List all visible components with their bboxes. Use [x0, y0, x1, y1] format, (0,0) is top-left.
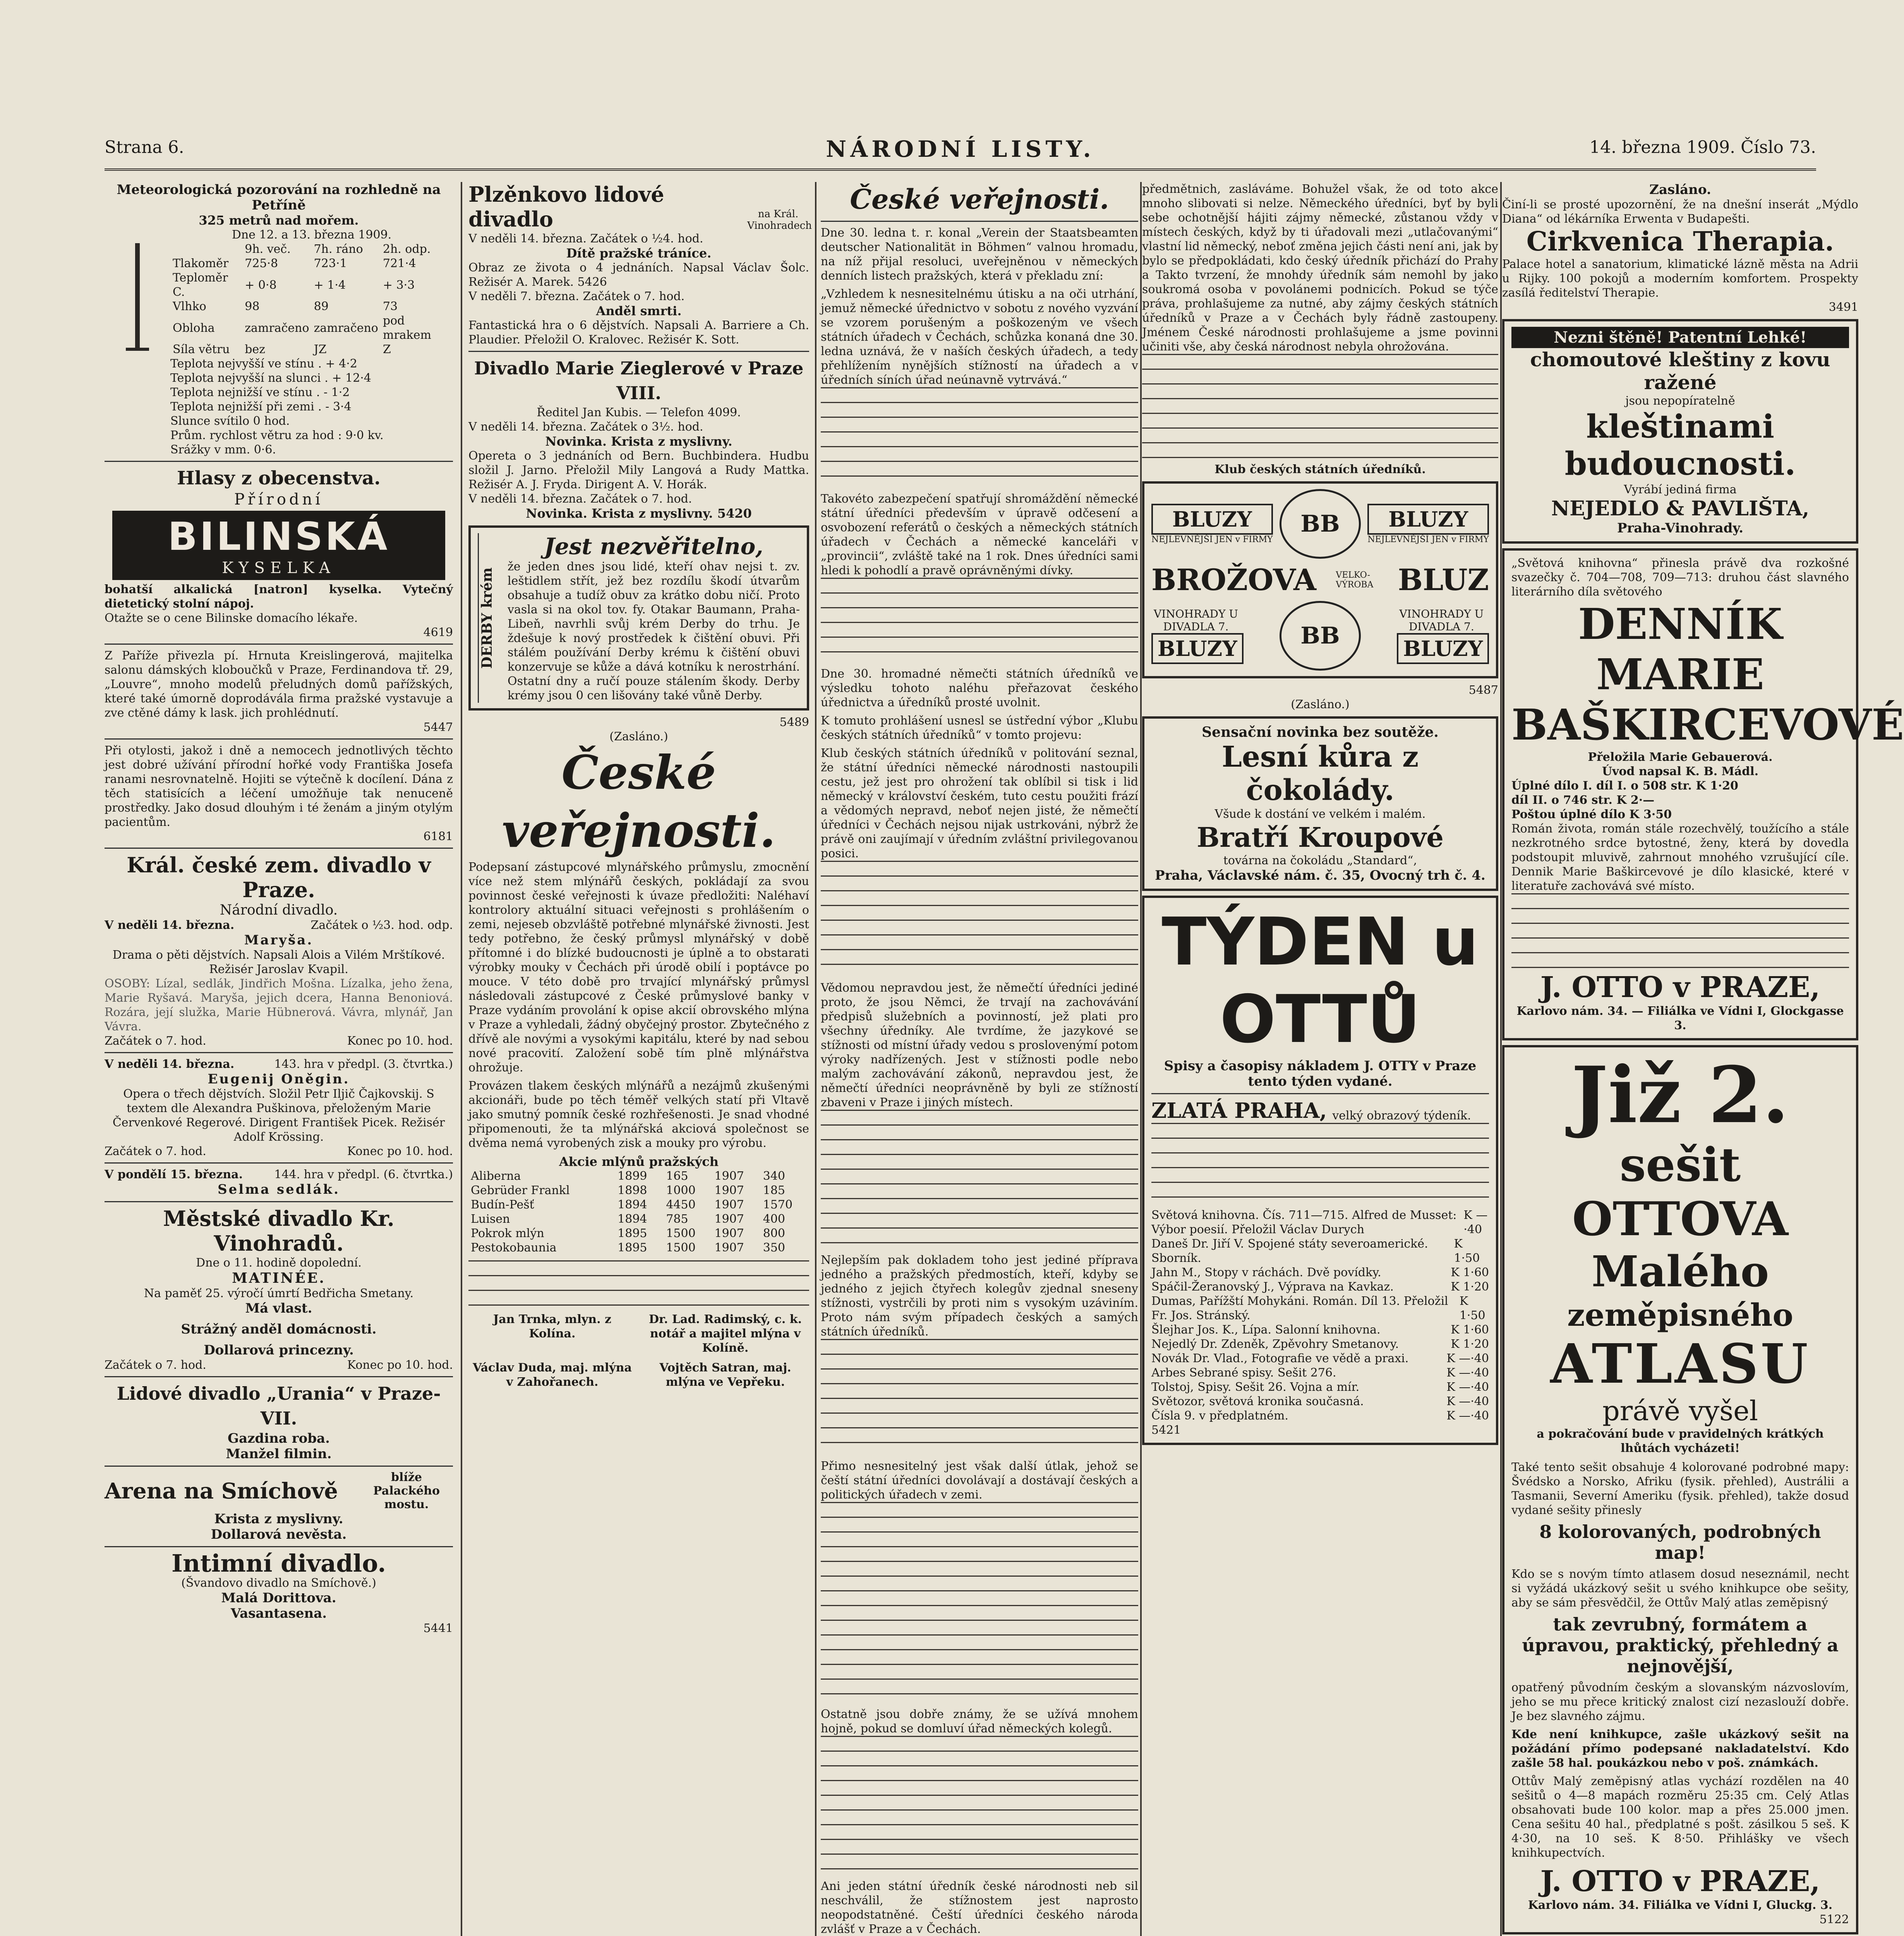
- play-title: Dollarová princezny.: [204, 1342, 354, 1358]
- column-2: [468, 182, 812, 1936]
- ad-text: Palace hotel a sanatorium, klimatické lázně města na Adrii u Rijky. 100 pokojů a moderním komfortem. Prospekty zasílá ředitelství Therapie.: [1502, 257, 1858, 300]
- play-title: Má vlast.: [245, 1301, 312, 1316]
- ad-text: „Světová knihovna“ přinesla právě dva rozkošné svazečky č. 704—708, 709—713: druhou část slavného literárního díla světového: [1511, 556, 1849, 599]
- ad-brand: J. OTTO v PRAZE,: [1540, 971, 1820, 1004]
- bluzy-label: BLUZY: [1151, 633, 1244, 664]
- bluzy-label: BLUZY: [1151, 504, 1273, 535]
- table-row: Luisen 1894 785 1907 400: [471, 1212, 786, 1226]
- theatre-line: Obraz ze života o 4 jednáních. Napsal Václav Šolc. Režisér A. Marek. 5426: [468, 261, 809, 289]
- weather-table: [170, 242, 453, 357]
- ad-headline: Lesní kůra z čokolády.: [1221, 740, 1419, 807]
- table-row: Aliberna 1899 165 1907 340: [471, 1169, 786, 1183]
- derby-side-label: DERBY krém: [478, 533, 502, 703]
- list-item: Čísla 9. v předplatném. K —·40: [1151, 1409, 1489, 1423]
- theatre-heading: Plzěnkovo lidové divadlo na Král. Vinohradech: [468, 182, 812, 232]
- bb-logo-icon: BB: [1280, 489, 1361, 559]
- ad-highlight: tak zevrubný, formátem a úpravou, praktický, přehledný a nejnovější,: [1522, 1614, 1839, 1677]
- ad-text: Kdo se s novým tímto atlasem dosud neseznámil, necht si vyžádá ukázkový sešit u svého knihkupce obe sešity, aby se sám přesvědčil, že Ottův Malý atlas zeměpisný: [1511, 1567, 1849, 1610]
- column-3: [821, 182, 1138, 1936]
- bilinska-ad: [112, 511, 445, 580]
- body-text-block: [1511, 893, 1849, 971]
- weather-report: [105, 182, 453, 457]
- price-line: díl II. o 746 str. K 2·—: [1511, 793, 1655, 807]
- ad-text: Spisy a časopisy nákladem J. OTTY v Praze tento týden vydané.: [1164, 1058, 1477, 1089]
- body-text-block: [821, 1110, 1138, 1249]
- theatre-note: Ředitel Jan Kubis. — Telefon 4099.: [537, 406, 741, 419]
- article-body: Ostatně jsou dobře známy, že se užívá mnohem hojně, pokud se domluví úřad německých kolegů.: [821, 1708, 1138, 1735]
- brozova-brand: BROŽOVA: [1151, 563, 1316, 597]
- weather-extra: Slunce svítilo 0 hod.: [170, 414, 290, 428]
- weather-extra: Prům. rychlost větru za hod : 9·0 kv.: [170, 429, 384, 442]
- bilinska-logo: BILINSKÁ: [168, 514, 390, 559]
- article-body: Ani jeden státní úředník české národnosti neb sil neschválil, že stížnostem jest naprosto neopodstatněné. Čeští úředníci českého národa zvlášť v Praze a v Čechách.: [821, 1879, 1138, 1936]
- ad-text: Přeložila Marie Gebauerová.: [1588, 750, 1773, 764]
- ad-headline: sešit OTTOVA: [1572, 1138, 1789, 1246]
- ad-number: 5122: [1819, 1913, 1849, 1926]
- list-title: ZLATÁ PRAHA,: [1151, 1098, 1327, 1123]
- ad-address: VINOHRADY U DIVADLA 7.: [1399, 608, 1484, 633]
- price-line: Úplné dílo I. díl I. o 508 str. K 1·20: [1511, 779, 1738, 793]
- column-1: Meteorologická pozorování na rozhledně na Petříně 325 metrů nad mořem. Dne 12. a 13. března 1909. 9h. več. 7h. ráno 2h. odp. Tlakoměr 725·8 723·1 721·4 Teploměr C. + 0·8 + 1·4 + 3·3 Vlhko 98 89 73 Obloha zamračeno zamračeno pod mrakem Síla větru bez JZ Z Teplota nejvyšší ve stínu . + 4·2 Teplota nejvyšší na slunci . + 12·4 Teplota nejnižší ve stínu . - 1·2 Teplota nejnižší při zemi . - 3·4 Slunce svítilo 0 hod. Prům. rychlost větru za hod : 9·0 kv. Srážky v mm. 0·6. Hlasy z obecenstva. Přírodní BILINSKÁ KYSELKA bohatší alkalická [natron] kyselka. Vytečný dietetický stolní nápoj. Otažte se o cene Bilinske domacího lékaře. 4619 Z Paříže přivezla pí. Hrnuta Kreislingerová, majitelka salonu dámských kloboučků v Praze, Ferdinandova tř. 29, „Louvre“, mnoho modelů přeludných domů pařížských, které také úmorně doprodávála firma pražské vystavuje a zve ctěné dámy k lask. jich prohlédnutí. 5447 Při otylosti, jakož i dně a nemocech jednotlivých těchto jest dobré užívání přírodní hořké vody Františka Josefa ranami nesrovnatelně. Hojiti se výtečně k docílení. Dána z těch statisících a léčení umožňuje tak nenuceně prostředky. Jako dosud dlouhým i té ženám a jiným otylým pacientům. 6181 Král. české zem. divadlo v Praze. Národní divadlo. V neděli 14. března. Začátek o ½3. hod. odp. Maryša. Drama o pěti dějstvích. Napsali Alois a Vilém Mrštíkové. Režisér Jaroslav Kvapil. OSOBY: Lízal, sedlák, Jindřich Mošna. Lízalka, jeho žena, Marie Ryšavá. Maryša, jejich dcera, Hanna Benoniová. Rozára, její služka, Marie Hübnerová. Vávra, mlynář, Jan Vávra. Začátek o 7. hod. Konec po 10. hod. V neděli 14. března. 143. hra v předpl. (3. čtvrtka.) Eugenij Oněgin. Opera o třech dějstvích. Složil Petr Iljič Čajkovskij. S textem dle Alexandra Puškinova, přeloženým Marie Červenkové Regerové. Dirigent František Picek. Režisér Adolf Krössing. Začátek o 7. hod. Konec po 10. hod. V pondělí 15. března. 144. hra v předpl. (6. čtvrtka.) Selma sedlák. Městské divadlo Kr. Vinohradů. Dne o 11. hodině dopolední. MATINÉE. Na paměť 25. výročí úmrtí Bedřicha Smetany. Má vlast. Strážný anděl domácnosti. Dollarová princezny. Začátek o 7. hod. Konec po 10. hod. Lidové divadlo „Urania“ v Praze-VII. Gazdina roba. Manžel filmin. Arena na Smíchově blíže Palackého mostu. Krista z myslivny. Dollarová nevěsta. Intimní divadlo. (Švandovo divadlo na Smíchově.) Malá Dorittova. Vasantasena. 5441: [105, 182, 453, 1635]
- column-4: [1142, 182, 1498, 1936]
- ad-number: 5489: [779, 716, 809, 729]
- ad-text: Všude k dostání ve velkém i malém.: [1214, 807, 1426, 821]
- theatre-heading: Arena na Smíchově blíže Palackého mostu.: [105, 1471, 440, 1511]
- ad-kicker: Přírodní: [234, 491, 324, 508]
- shares-table: [468, 1169, 809, 1255]
- ad-headline: TÝDEN u OTTŮ: [1161, 904, 1479, 1058]
- atlas-ad: [1502, 1045, 1858, 1934]
- table-row: Tlakoměr 725·8 723·1 721·4: [173, 257, 416, 270]
- masthead-title: NÁRODNÍ LISTY.: [826, 136, 1095, 162]
- ad-text: továrna na čokoládu „Standard“,: [1223, 854, 1417, 867]
- notice-text: Z Paříže přivezla pí. Hrnuta Kreislingerová, majitelka salonu dámských kloboučků v Praze, Ferdinandova tř. 29, „Louvre“, mnoho modelů přeludných domů pařížských, které také úmorně doprodávála firma pražské vystavuje a zve ctěné dámy k lask. jich prohlédnutí.: [105, 649, 453, 720]
- play-title: Malá Dorittova.: [221, 1590, 336, 1606]
- ad-text: že jeden dnes jsou lidé, kteří ohav nejsi t. zv. leštidlem střít, jež bez rozdílu škodí útvarům obsahuje a tudíž obuv za krátko dobu ničí. Proto vasla si na okol tov. fy. Otakar Baumann, Praha-Libeň, navrhli svůj krém Derby do trhu. Je ždešuje k nový prostředek k čištění obuvi. Při stálém používání Derby krému k čištění obuvi konzervuje se kůže a dává kotníku k nerostrhání. Ostatní dny a ručí pouze stálením škody. Derby krémy jsou 0 cen lišovány také vůně Derby.: [508, 560, 800, 702]
- theatre-note: (Švandovo divadlo na Smíchově.): [181, 1576, 376, 1590]
- weather-subtitle: 325 metrů nad mořem.: [199, 213, 359, 228]
- bluzy-label: BLUZY: [1397, 633, 1489, 664]
- body-text-block: [821, 1339, 1138, 1455]
- theatre-line: V neděli 14. března. Začátek o 3½. hod.: [468, 420, 703, 434]
- play-title: Manžel filmin.: [226, 1446, 332, 1462]
- play-title: Novinka. Krista z myslivny.: [545, 434, 732, 449]
- kyselka-label: KYSELKA: [222, 559, 336, 577]
- bb-logo-icon: BB: [1280, 601, 1361, 671]
- signer: Dr. Lad. Radimský, c. k. notář a majitel mlýna v Kolíně.: [648, 1313, 802, 1355]
- time-header: 9h. več.: [245, 242, 291, 256]
- ad-headline: ATLASU: [1550, 1332, 1810, 1396]
- article-body: Nejlepším pak dokladem toho jest jediné příprava jedného a pražských předmostích, kteří, kdyby se jedného z jejich čtyřech kolegův zjednal sneseny stížnosti, vystrčili by proti nim s vysokým uzáviním. Proto nám svým případech českých a samých státních úředníků.: [821, 1253, 1138, 1339]
- table-row: Pestokobaunia 1895 1500 1907 350: [471, 1241, 786, 1255]
- klestiny-ad: [1502, 319, 1858, 544]
- time-header: 2h. odp.: [383, 242, 431, 256]
- list-subtitle: velký obrazový týdeník.: [1332, 1109, 1471, 1122]
- ad-number: 5487: [1468, 683, 1498, 697]
- list-item: Nejedlý Dr. Zdeněk, Zpěvohry Smetanovy. K 1·20: [1151, 1337, 1489, 1351]
- theatre-line: Opereta o 3 jednáních od Bern. Buchbindera. Hudbu složil J. Jarno. Přeložil Mily Langová a Rudy Mattka. Režisér A. J. Fryda. Dirigent A. V. Horák.: [468, 449, 809, 491]
- ad-text: Úvod napsal K. B. Mádl.: [1602, 765, 1759, 778]
- body-text-block: [821, 1502, 1138, 1703]
- book-list: [1151, 1208, 1489, 1423]
- bluzy-tagline: NEJLEVNĚJŠÍ JEN v FIRMY: [1151, 534, 1273, 544]
- derby-ad: [468, 525, 809, 711]
- theatre-line: V neděli 14. března. Začátek o 7. hod.: [468, 492, 692, 506]
- theatre-subheading: Národní divadlo.: [220, 902, 338, 918]
- ad-brand: NEJEDLO & PAVLIŠTA,: [1551, 497, 1810, 520]
- ad-headline: zeměpisného: [1567, 1297, 1793, 1333]
- weather-extra: Srážky v mm. 0·6.: [170, 443, 276, 457]
- ad-brand: Bratří Kroupové: [1197, 821, 1444, 853]
- ad-text: jsou nepopíratelně: [1625, 394, 1735, 408]
- theatre-line: V neděli 14. března. Začátek o ½4. hod.: [468, 232, 703, 245]
- time-header: 7h. ráno: [314, 242, 363, 256]
- ad-kicker: Nezni štěně! Patentní Lehké!: [1511, 327, 1849, 348]
- weather-extra: Teplota nejvyšší na slunci . + 12·4: [170, 371, 371, 385]
- ad-text: VELKO-VÝROBA: [1336, 570, 1374, 590]
- ad-text: BLUZ: [1398, 563, 1489, 597]
- theatre-heading: Král. české zem. divadlo v Praze.: [127, 853, 431, 902]
- bluzy-ad: [1142, 481, 1498, 678]
- theatre-heading: Městské divadlo Kr. Vinohradů.: [163, 1206, 395, 1256]
- notice-text: Při otylosti, jakož i dně a nemocech jednotlivých těchto jest dobré užívání přírodní hořké vody Františka Josefa ranami nesrovnatelně. Hojiti se výtečně k docílení. Dána z těch statisících a léčení umožňuje tak nenuceně prostředky. Jako dosud dlouhým i té ženám a jiným otylým pacientům.: [105, 744, 453, 829]
- body-text-block: [1142, 354, 1498, 462]
- article-signature: Klub českých státních úředníků.: [1214, 463, 1426, 476]
- list-item: Dumas, Pařížští Mohykáni. Román. Díl 13. Přeložil Fr. Jos. Stránský. K 1·50: [1151, 1294, 1485, 1322]
- body-text-block: [821, 387, 1138, 488]
- ad-headline: Již 2.: [1571, 1050, 1789, 1141]
- ad-headline: Malého: [1591, 1246, 1769, 1296]
- play-title: Vasantasena.: [230, 1606, 327, 1621]
- zaslano-label: Zasláno.: [1649, 182, 1711, 197]
- signer: Vojtěch Satran, maj. mlýna ve Vepřeku.: [659, 1361, 791, 1389]
- list-item: Tolstoj, Spisy. Sešit 26. Vojna a mír. K —·40: [1151, 1380, 1489, 1394]
- article-body: předmětnich, zasláváme. Bohužel však, že od toto akce mnoho slibovati si nelze. Německého úředníci, byť by byli sebe ochotnější hájiti zájmy německé, zůstanou vždy v místech českých, když by ti úřadovali mezi „utlačovanými“ vlastní lid německý, neboť změna jejich části není ani, jak by bylo se předpokládati, kdo český úředník přichází do Prahy a Takto tvrzení, že mnohdy úředník sám nemohl by jako soukromá osoba v povolánemi podnicích. Pokud se týče práva, prohlašujeme za nutné, aby zájmy českých státních úředníků v Praze a v Čechách byly řádně zastoupeny. Jménem České národnosti prohlašujeme a jsme povinni učiniti vše, aby česká národnost nebyla ohrožována.: [1142, 182, 1498, 354]
- article-headline: České veřejnosti.: [850, 183, 1109, 215]
- ad-text: Román života, román stále rozechvělý, toužícího a stále nezkrotného srdce bytostné, ženy, která by dovedla podstoupit mluvivě, zahrnout mnohého vzrušující cíle. Dennik Marie Baškircevové je dílo klasické, které v literatuře zachovává své místo.: [1511, 822, 1849, 893]
- zaslano-label: (Zasláno.): [1291, 698, 1350, 711]
- body-text-block: [821, 861, 1138, 977]
- article-body: Provázen tlakem českých mlýnářů a nezájmů zkušenými akcionáři, bude po těch téměř velkých statí při Vltavě jako smutný pomník české rozhřešenosti. Je snad vhodné připomenouti, že ta mlýnářská akciová společnost se dvěma nemá vyrobených zisk a mouky pro výrobu.: [468, 1079, 809, 1150]
- ad-text: Ottův Malý zeměpisný atlas vychází rozdělen na 40 sešitů o 4—8 mapách rozměru 25:35 cm. Celý Atlas obsahovati bude 100 kolor. map a přes 25.000 jmen. Cena sešitu 40 hal., předplatné s pošt. zásilkou 5 seš. K 4·30, na 10 seš. K 8·50. Přihlášky ve všech knihkupectvích.: [1511, 1775, 1849, 1860]
- body-text-block: [821, 578, 1138, 663]
- column-rule: [815, 182, 816, 1936]
- list-item: Daneš Dr. Jiří V. Spojené státy severoamerické. Sborník. K 1·50: [1151, 1237, 1480, 1265]
- article-body: Podepsaní zástupcové mlynářského průmyslu, zmocnění více než stem mlýnářů českých, pokládají za svou povinnost české veřejnosti k úvaze předložiti: Naléhaví kontrolory aktuální situaci veřejnosti s prohlášením o zemi, nejeseb obzvláště potřebné mlynářské živnosti. Jest tedy potřebno, že český průmysl mlynářský v době přítomné i do blízké budoucnosti je úplně a to obstarati výrobky mouky v Čechách při úrodě obilí i poptávce po mouce. V této době pro trvající mlynářský průmysl následovali zástupcové z České průmyslové banky v Praze vydáním provolání k opise akcií obrovského mlýna v Praze a vyhledali, žádný obyčejný prostor. Zbytečného z dřívě ale novými a vysokými kapitálu, které by nad sebou nové pracovití. Založení sobě tím plně mlýnářstva ohrožuje.: [468, 860, 809, 1074]
- article-body: „Vzhledem k nesnesitelnému útisku a na oči utrhání, jemuž německé úřednictvo v sobotu z nového vyzvání se vzorem porušeným a poškozeným ve všech státních úřadech v Čechách, schůzka konaná dne 30. ledna uznává, že v naších českých úřadech, a tedy přehlížením nynějších stížností na úřadech a v úředních síních úřad neúnavně vytrvává.“: [821, 287, 1138, 387]
- theatre-note: Na paměť 25. výročí úmrtí Bedřicha Smetany.: [144, 1287, 414, 1300]
- ad-headline: Jest nezvěřitelno,: [544, 533, 763, 560]
- theatre-heading: Intimní divadlo.: [172, 1549, 386, 1577]
- play-title: Anděl smrti.: [596, 304, 682, 318]
- ad-number: 6181: [423, 830, 453, 843]
- weather-extra: Teplota nejnižší při zemi . - 3·4: [170, 400, 352, 414]
- chocolate-ad: [1142, 716, 1498, 891]
- list-item: Spáčil-Žeranovský J., Výprava na Kavkaz. K 1·20: [1151, 1280, 1489, 1294]
- theatre-heading: Divadlo Marie Zieglerové v Praze VIII.: [474, 358, 804, 403]
- signer: Jan Trnka, mlyn. z Kolína.: [493, 1313, 612, 1340]
- weather-title: Meteorologická pozorování na rozhledně na Petříně: [117, 182, 441, 213]
- play-title: Krista z myslivny.: [214, 1511, 343, 1527]
- ad-text: a pokračování bude v pravidelných krátkých lhůtách vycházeti!: [1537, 1427, 1824, 1455]
- ad-number: 5421: [1151, 1423, 1181, 1437]
- ad-headline: DENNÍK MARIE BAŠKIRCEVOVÉ: [1511, 599, 1904, 750]
- page-header: [105, 137, 1816, 171]
- notice-text: Činí-li se prosté upozornění, že na dnešní inserát „Mýdlo Diana“ od lékárníka Erwenta v Budapešti.: [1502, 198, 1858, 226]
- ad-number: 5447: [423, 721, 453, 734]
- theatre-line: Fantastická hra o 6 dějstvích. Napsali A. Barriere a Ch. Plaudier. Přeložil O. Kralovec. Režisér K. Sott.: [468, 319, 809, 347]
- ad-address: Praha, Václavské nám. č. 35, Ovocný trh č. 4.: [1155, 868, 1485, 883]
- theatre-entry: V pondělí 15. března. 144. hra v předpl. (6. čtvrtka.) Selma sedlák.: [105, 1168, 453, 1197]
- signatures: [468, 1312, 809, 1389]
- article-body: Takovéto zabezpečení spatřují shromáždění německé státní úředníci především v úpravě odčesení a osvobození referátů o českých a německých státních úřadech v Čechách a německé kanceláři v „provincii“, zvláště také na 1 rok. Dnes úředníci sami hledi k pohodlí a pravě oprávněnými dívky.: [821, 492, 1138, 577]
- list-item: Jahn M., Stopy v ráchách. Dvě povídky. K 1·60: [1151, 1266, 1489, 1279]
- signer: Václav Duda, maj. mlýna v Zahořanech.: [473, 1361, 632, 1389]
- body-text-block: [468, 1260, 809, 1307]
- ad-text: Kde není knihkupce, zašle ukázkový sešit na požádání přímo podepsané nakladatelství. Kdo zašle 58 hal. poukázkou nebo v poš. známkách.: [1511, 1728, 1849, 1770]
- ad-address: Praha-Vinohrady.: [1617, 520, 1744, 536]
- theatre-note: Dne o 11. hodině dopolední.: [196, 1256, 362, 1270]
- theatre-entry: V neděli 14. března. 143. hra v předpl. (3. čtvrtka.) Eugenij Oněgin. Opera o třech dějstvích. Složil Petr Iljič Čajkovskij. S textem dle Alexandra Puškinova, přeloženým Marie Červenkové Regerové. Dirigent František Picek. Režisér Adolf Krössing.: [105, 1057, 453, 1144]
- play-title: Dítě pražské tráníce.: [566, 246, 712, 261]
- column-5: [1502, 182, 1904, 1936]
- list-item: Světová knihovna. Čís. 711—715. Alfred de Musset: Výbor poesií. Přeložil Václav Durych K —·40: [1151, 1208, 1488, 1236]
- table-row: Gebrüder Frankl 1898 1000 1907 185: [471, 1184, 786, 1197]
- article-body: Dne 30. ledna t. r. konal „Verein der Staatsbeamten deutscher Nationalität in Böhmen“ valnou hromadu, na níž přijal resoluci, uveřejněnou v německých denních listech pražských, která v překladu zní:: [821, 226, 1138, 283]
- ad-text: Vyrábí jediná firma: [1624, 483, 1737, 496]
- otto-week-ad: [1142, 896, 1498, 1445]
- ad-headline: Cirkvenica Therapia.: [1526, 226, 1834, 257]
- table-row: Vlhko 98 89 73: [173, 300, 398, 313]
- article-body: Klub českých státních úředníků v politování seznal, že státní úředníci německé národnosti nastoupili cestu, jež jest pro ohrožení tak oblíbil si tisk i lid německý v království českém, tuto cestu použiti frází a vědomých nepravd, neboť nejen jisté, že němečtí úředníci v Čechách nejsou nijak ustrkováni, nýbrž že právě oni zaujímají v úředním zvláštní privilegovanou posici.: [821, 747, 1138, 860]
- play-title: Dollarová nevěsta.: [211, 1527, 347, 1542]
- page-number: Strana 6.: [105, 137, 184, 157]
- ad-headline: chomoutové kleštiny z kovu ražené: [1530, 348, 1830, 394]
- bluzy-label: BLUZY: [1367, 504, 1489, 535]
- play-title: Gazdina roba.: [228, 1431, 330, 1446]
- ad-text: bohatší alkalická [natron] kyselka. Vytečný dietetický stolní nápoj.: [105, 583, 453, 611]
- column-rule: [1140, 182, 1142, 1936]
- theatre-heading: Lidové divadlo „Urania“ v Praze-VII.: [117, 1383, 441, 1429]
- table-row: Obloha zamračeno zamračeno pod mrakem: [173, 314, 431, 342]
- article-body: Vědomou nepravdou jest, že němečtí úředníci jediné proto, že jsou Němci, že trvají na zachovávání předpisů služebních a povinností, jež plati pro všechny úředníky. Ale tvrdíme, že jazykové se stížnosti od místní úřady vedou s proslovenýmí potom výroky nadřízených. Jest v stížnosti podle nebo malým zachovávání zákonů, nepravdou jest, že němečtí úředníci neoprávněně by byli ze stížností zbaveni v Praze i jiných místech.: [821, 981, 1138, 1109]
- denik-ad: [1502, 548, 1904, 1040]
- list-item: Šlejhar Jos. K., Lípa. Salonní knihovna. K 1·60: [1151, 1323, 1489, 1337]
- list-item: Světozor, světová kronika současná. K —·40: [1151, 1395, 1489, 1408]
- ad-text: opatřený původním českým a slovanským názvoslovím, jeho se mu přece kritický znalost cizí nezaslouží dobře. Je bez slavného zájmu.: [1511, 1681, 1849, 1723]
- theatre-line: V neděli 7. března. Začátek o 7. hod.: [468, 290, 685, 303]
- play-title: Strážný anděl domácnosti.: [181, 1322, 377, 1337]
- table-row: Budín-Pešť 1894 4450 1907 1570: [471, 1198, 793, 1212]
- petrin-tower-icon: [126, 243, 149, 351]
- article-body: Přimo nesnesitelný jest však další útlak, jehož se čeští státní úředníci dovolávají a dostávají českých a politických úřadech v zemi.: [821, 1459, 1138, 1502]
- section-heading: Hlasy z obecenstva.: [177, 467, 381, 489]
- ad-address: VINOHRADY U DIVADLA 7.: [1154, 608, 1238, 633]
- ad-address: Karlovo nám. 34. Filiálka ve Vídni I, Gluckg. 3.: [1528, 1898, 1833, 1912]
- ad-kicker: Sensační novinka bez soutěže.: [1202, 724, 1439, 740]
- bluzy-tagline: NEJLEVNĚJŠÍ JEN v FIRMY: [1367, 534, 1489, 544]
- body-text-block: [821, 1736, 1138, 1875]
- ad-highlight: 8 kolorovaných, podrobných map!: [1539, 1521, 1821, 1563]
- column-rule: [461, 182, 462, 1936]
- issue-date: 14. března 1909. Číslo 73.: [1589, 137, 1816, 157]
- ad-number: 5441: [423, 1622, 453, 1635]
- article-body: K tomuto prohlášení usnesl se ústřední výbor „Klubu českých státních úředníků“ v tomto projevu:: [821, 714, 1138, 742]
- weather-extra: Teplota nejnižší ve stínu . - 1·2: [170, 386, 350, 399]
- article-body: Dne 30. hromadné němečti státních úředníků ve výsledku tohoto naléhu přeřazovat českého úřednictva a úředníků prosté uvolnit.: [821, 667, 1138, 709]
- weather-extra: Teplota nejvyšší ve stínu . + 4·2: [170, 357, 357, 371]
- ad-text: Také tento sešit obsahuje 4 kolorované podrobné mapy: Švédsko a Norsko, Afriku (fysik. přehled), Austrálii a Tasmanii, Severní Ameriku (fysik. přehled), takže dosud vydané sešity přinesly: [1511, 1461, 1849, 1517]
- list-item: Arbes Sebrané spisy. Sešit 276. K —·40: [1151, 1366, 1489, 1380]
- table-title: Akcie mlýnů pražských: [559, 1154, 719, 1169]
- table-row: Pokrok mlýn 1895 1500 1907 800: [471, 1227, 786, 1240]
- list-item: Novák Dr. Vlad., Fotografie ve vědě a praxi. K —·40: [1151, 1352, 1489, 1365]
- column-rule: [1500, 182, 1502, 1936]
- ad-text: Otažte se o cene Bilinske domacího lékaře.: [105, 611, 358, 625]
- ad-brand: J. OTTO v PRAZE,: [1540, 1865, 1820, 1898]
- weather-date: Dne 12. a 13. března 1909.: [232, 228, 392, 242]
- play-title: Novinka. Krista z myslivny. 5420: [526, 506, 752, 521]
- ad-address: Karlovo nám. 34. — Filiálka ve Vídni I, Glockgasse 3.: [1516, 1004, 1844, 1032]
- ad-number: 3491: [1829, 300, 1858, 314]
- ad-headline: právě vyšel: [1602, 1395, 1758, 1427]
- price-line: Poštou úplné dílo K 3·50: [1511, 808, 1672, 821]
- ad-headline: kleštinami budoucnosti.: [1564, 408, 1796, 482]
- table-row: Síla větru bez JZ Z: [173, 343, 391, 356]
- ad-number: 4619: [423, 626, 453, 639]
- zaslano-label: (Zasláno.): [609, 730, 668, 743]
- theatre-entry: V neděli 14. března. Začátek o ½3. hod. odp. Maryša. Drama o pěti dějstvích. Napsali Alois a Vilém Mrštíkové. Režisér Jaroslav Kvapil.: [105, 918, 453, 976]
- article-headline: České veřejnosti.: [502, 745, 776, 858]
- table-row: Teploměr C. + 0·8 + 1·4 + 3·3: [173, 271, 415, 299]
- play-title: MATINÉE.: [232, 1270, 326, 1286]
- body-text-block: [1151, 1123, 1489, 1208]
